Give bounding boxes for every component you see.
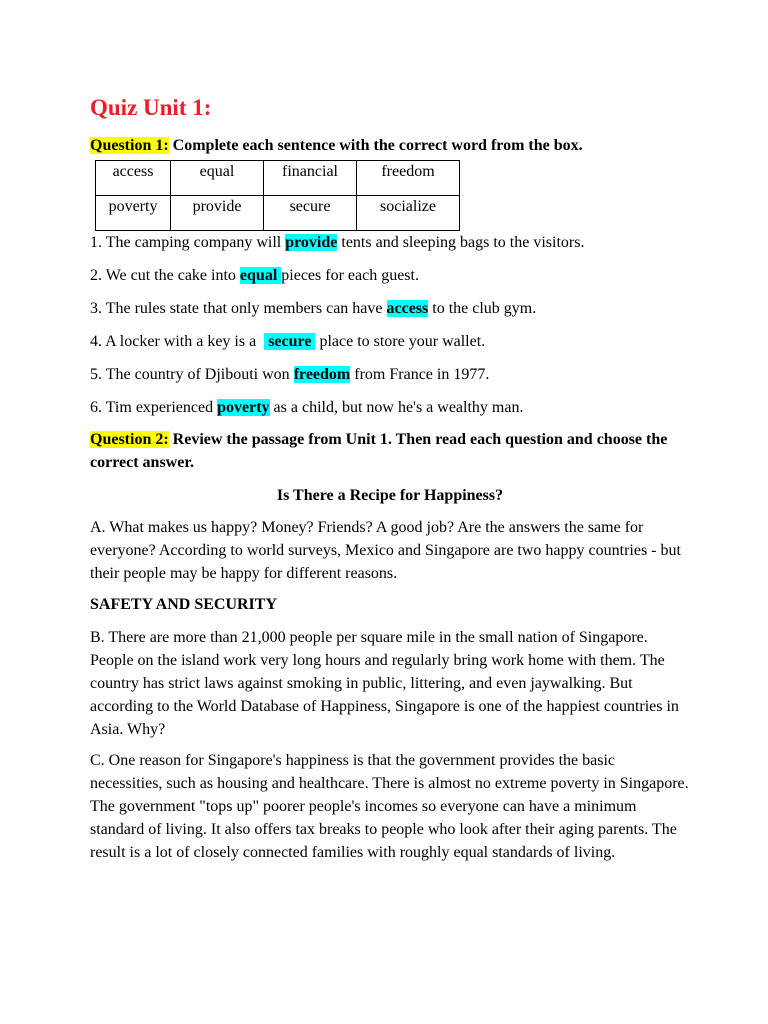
word-box-cell: secure [264, 196, 357, 231]
question-1-instruction: Complete each sentence with the correct word from the box. [172, 137, 583, 154]
sentence-5 [90, 363, 690, 386]
word-box-cell: financial [264, 161, 357, 196]
sentence-text: 6. Tim experienced [90, 399, 218, 416]
quiz-title: Quiz Unit 1: [90, 95, 212, 120]
word-box-cell: socialize [357, 196, 460, 231]
sentence-text: as a child, but now he's a wealthy man. [269, 399, 524, 416]
sentence-text: 1. The camping company will [90, 234, 286, 251]
sentence-text: place to store your wallet. [315, 333, 486, 350]
paragraph-a: A. What makes us happy? Money? Friends? A good job? Are the answers the same for everyone? According to world surveys, Mexico and Singapore are two happy countries - but their people may be happy for different reasons. [90, 519, 681, 582]
question-1-prompt [90, 134, 690, 157]
answer-highlight: freedom [293, 366, 351, 383]
answer-highlight: provide [285, 234, 338, 251]
word-box-cell: freedom [357, 161, 460, 196]
word-box [95, 160, 460, 231]
question-2-instruction: Review the passage from Unit 1. Then read each question and choose the correct answer. [90, 431, 668, 471]
sentence-3 [90, 297, 690, 320]
sentence-6 [90, 396, 690, 419]
sentence-text: to the club gym. [428, 300, 537, 317]
paragraph-c: C. One reason for Singapore's happiness is that the government provides the basic necessities, such as housing and healthcare. There is almost no extreme poverty in Singapore. The government "tops up" poorer people's incomes so everyone can have a minimum standard of living. It also offers tax breaks to people who look after their aging parents. The result is a lot of closely connected families with roughly equal standards of living. [90, 752, 689, 861]
sentence-4 [90, 330, 690, 353]
paragraph-b: B. There are more than 21,000 people per square mile in the small nation of Singapore. People on the island work very long hours and regularly bring work home with them. The country has strict laws against smoking in public, littering, and even jaywalking. But according to the World Database of Happiness, Singapore is one of the happiest countries in Asia. Why? [90, 629, 679, 738]
word-box-cell: equal [171, 161, 264, 196]
sentence-text: 5. The country of Djibouti won [90, 366, 294, 383]
question-2-prompt [90, 428, 690, 474]
word-box-cell: provide [171, 196, 264, 231]
section-heading: SAFETY AND SECURITY [90, 596, 277, 613]
word-box-row [96, 196, 460, 231]
question-2-label: Question 2: [90, 431, 169, 448]
sentence-text: 3. The rules state that only members can have [90, 300, 387, 317]
sentence-text: 2. We cut the cake into [90, 267, 240, 284]
answer-highlight: secure [264, 333, 316, 350]
sentence-1 [90, 231, 690, 254]
sentence-2 [90, 264, 690, 287]
sentence-text: tents and sleeping bags to the visitors. [337, 234, 585, 251]
sentence-text: from France in 1977. [350, 366, 490, 383]
answer-highlight: equal [239, 267, 282, 284]
answer-highlight: poverty [217, 399, 270, 416]
word-box-cell: poverty [96, 196, 171, 231]
sentence-text: pieces for each guest. [281, 267, 419, 284]
question-1-label: Question 1: [90, 137, 169, 154]
word-box-row [96, 161, 460, 196]
sentence-text: 4. A locker with a key is a [90, 333, 265, 350]
answer-highlight: access [386, 300, 429, 317]
word-box-cell: access [96, 161, 171, 196]
passage-title: Is There a Recipe for Happiness? [276, 487, 504, 504]
